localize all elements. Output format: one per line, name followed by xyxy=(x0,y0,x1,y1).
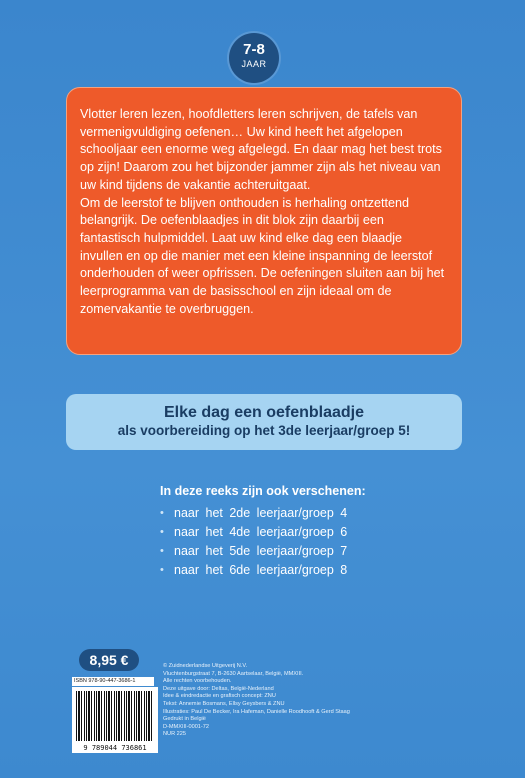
imprint-line: Gedrukt in België xyxy=(163,716,206,723)
imprint-line: Idee & eindredactie en grafisch concept: ZNU xyxy=(163,693,276,700)
intro-text-box xyxy=(66,87,462,355)
age-badge-grade: 7-8 xyxy=(243,41,265,58)
bullet-icon: • xyxy=(160,526,164,538)
price-badge: 8,95 € xyxy=(79,649,139,671)
list-item: • naar het 6de leerjaar/groep 8 xyxy=(160,561,380,580)
imprint-line: Illustraties: Paul De Becker, Ira Hafeman, Danielle Roodhooft & Gerd Staag xyxy=(163,708,350,715)
barcode-bars-icon xyxy=(76,691,154,741)
series-list xyxy=(160,484,380,580)
age-badge xyxy=(229,33,279,83)
imprint-text xyxy=(163,663,403,739)
list-item: • naar het 2de leerjaar/groep 4 xyxy=(160,504,380,523)
bullet-icon: • xyxy=(160,545,164,557)
bullet-icon: • xyxy=(160,564,164,576)
isbn-label: ISBN 978-90-447-3686-1 xyxy=(72,677,154,686)
tagline-title: Elke dag een oefenblaadje xyxy=(163,404,365,421)
intro-paragraph-1: Vlotter leren lezen, hoofdletters leren schrijven, de tafels van vermenigvuldiging oefenen… Uw kind heeft het afgelopen schooljaar een enorme weg afgelegd. En daar mag het best trots op zijn! Daarom zou het bijzonder jammer zijn als het niveau van uw kind tijdens de vakantie achteruitgaat. xyxy=(80,107,442,192)
imprint-line: Vluchtenburgstraat 7, B-2630 Aartselaar, België, MMXIII. xyxy=(163,670,304,677)
imprint-line: © Zuidnederlandse Uitgeverij N.V. xyxy=(163,663,248,669)
list-item: • naar het 4de leerjaar/groep 6 xyxy=(160,523,380,542)
intro-paragraph-2: Om de leerstof te blijven onthouden is herhaling ontzettend belangrijk. De oefenblaadjes in dit blok zijn daarbij een fantastisch hulpmiddel. Laat uw kind elke dag een blaadje invullen en op die manier met een kleine inspanning de leerstof onderhouden of weer opfrissen. De oefeningen sluiten aan bij het leerprogramma van de basisschool en zijn ideaal om de zomervakantie te overbruggen. xyxy=(80,195,445,316)
imprint-line: NUR 225 xyxy=(163,731,187,738)
list-item: • naar het 5de leerjaar/groep 7 xyxy=(160,542,380,561)
imprint-line: D-MMXIII-0001-72 xyxy=(163,723,210,730)
bullet-icon: • xyxy=(160,507,164,519)
imprint-line: Deze uitgave door: Deltas, België-Nederland xyxy=(163,685,274,692)
tagline-banner xyxy=(66,394,462,450)
tagline-subtitle: als voorbereiding op het 3de leerjaar/groep 5! xyxy=(117,423,411,438)
barcode xyxy=(72,687,158,753)
imprint-line: Alle rechten voorbehouden. xyxy=(163,678,232,685)
age-badge-unit: JAAR xyxy=(241,59,267,69)
barcode-digits: 9 789044 736861 xyxy=(83,744,147,752)
series-heading: In deze reeks zijn ook verschenen: xyxy=(160,484,366,498)
imprint-line: Tekst: Annemie Bosmans, Ellsy Geysbers & ZNU xyxy=(163,700,285,707)
